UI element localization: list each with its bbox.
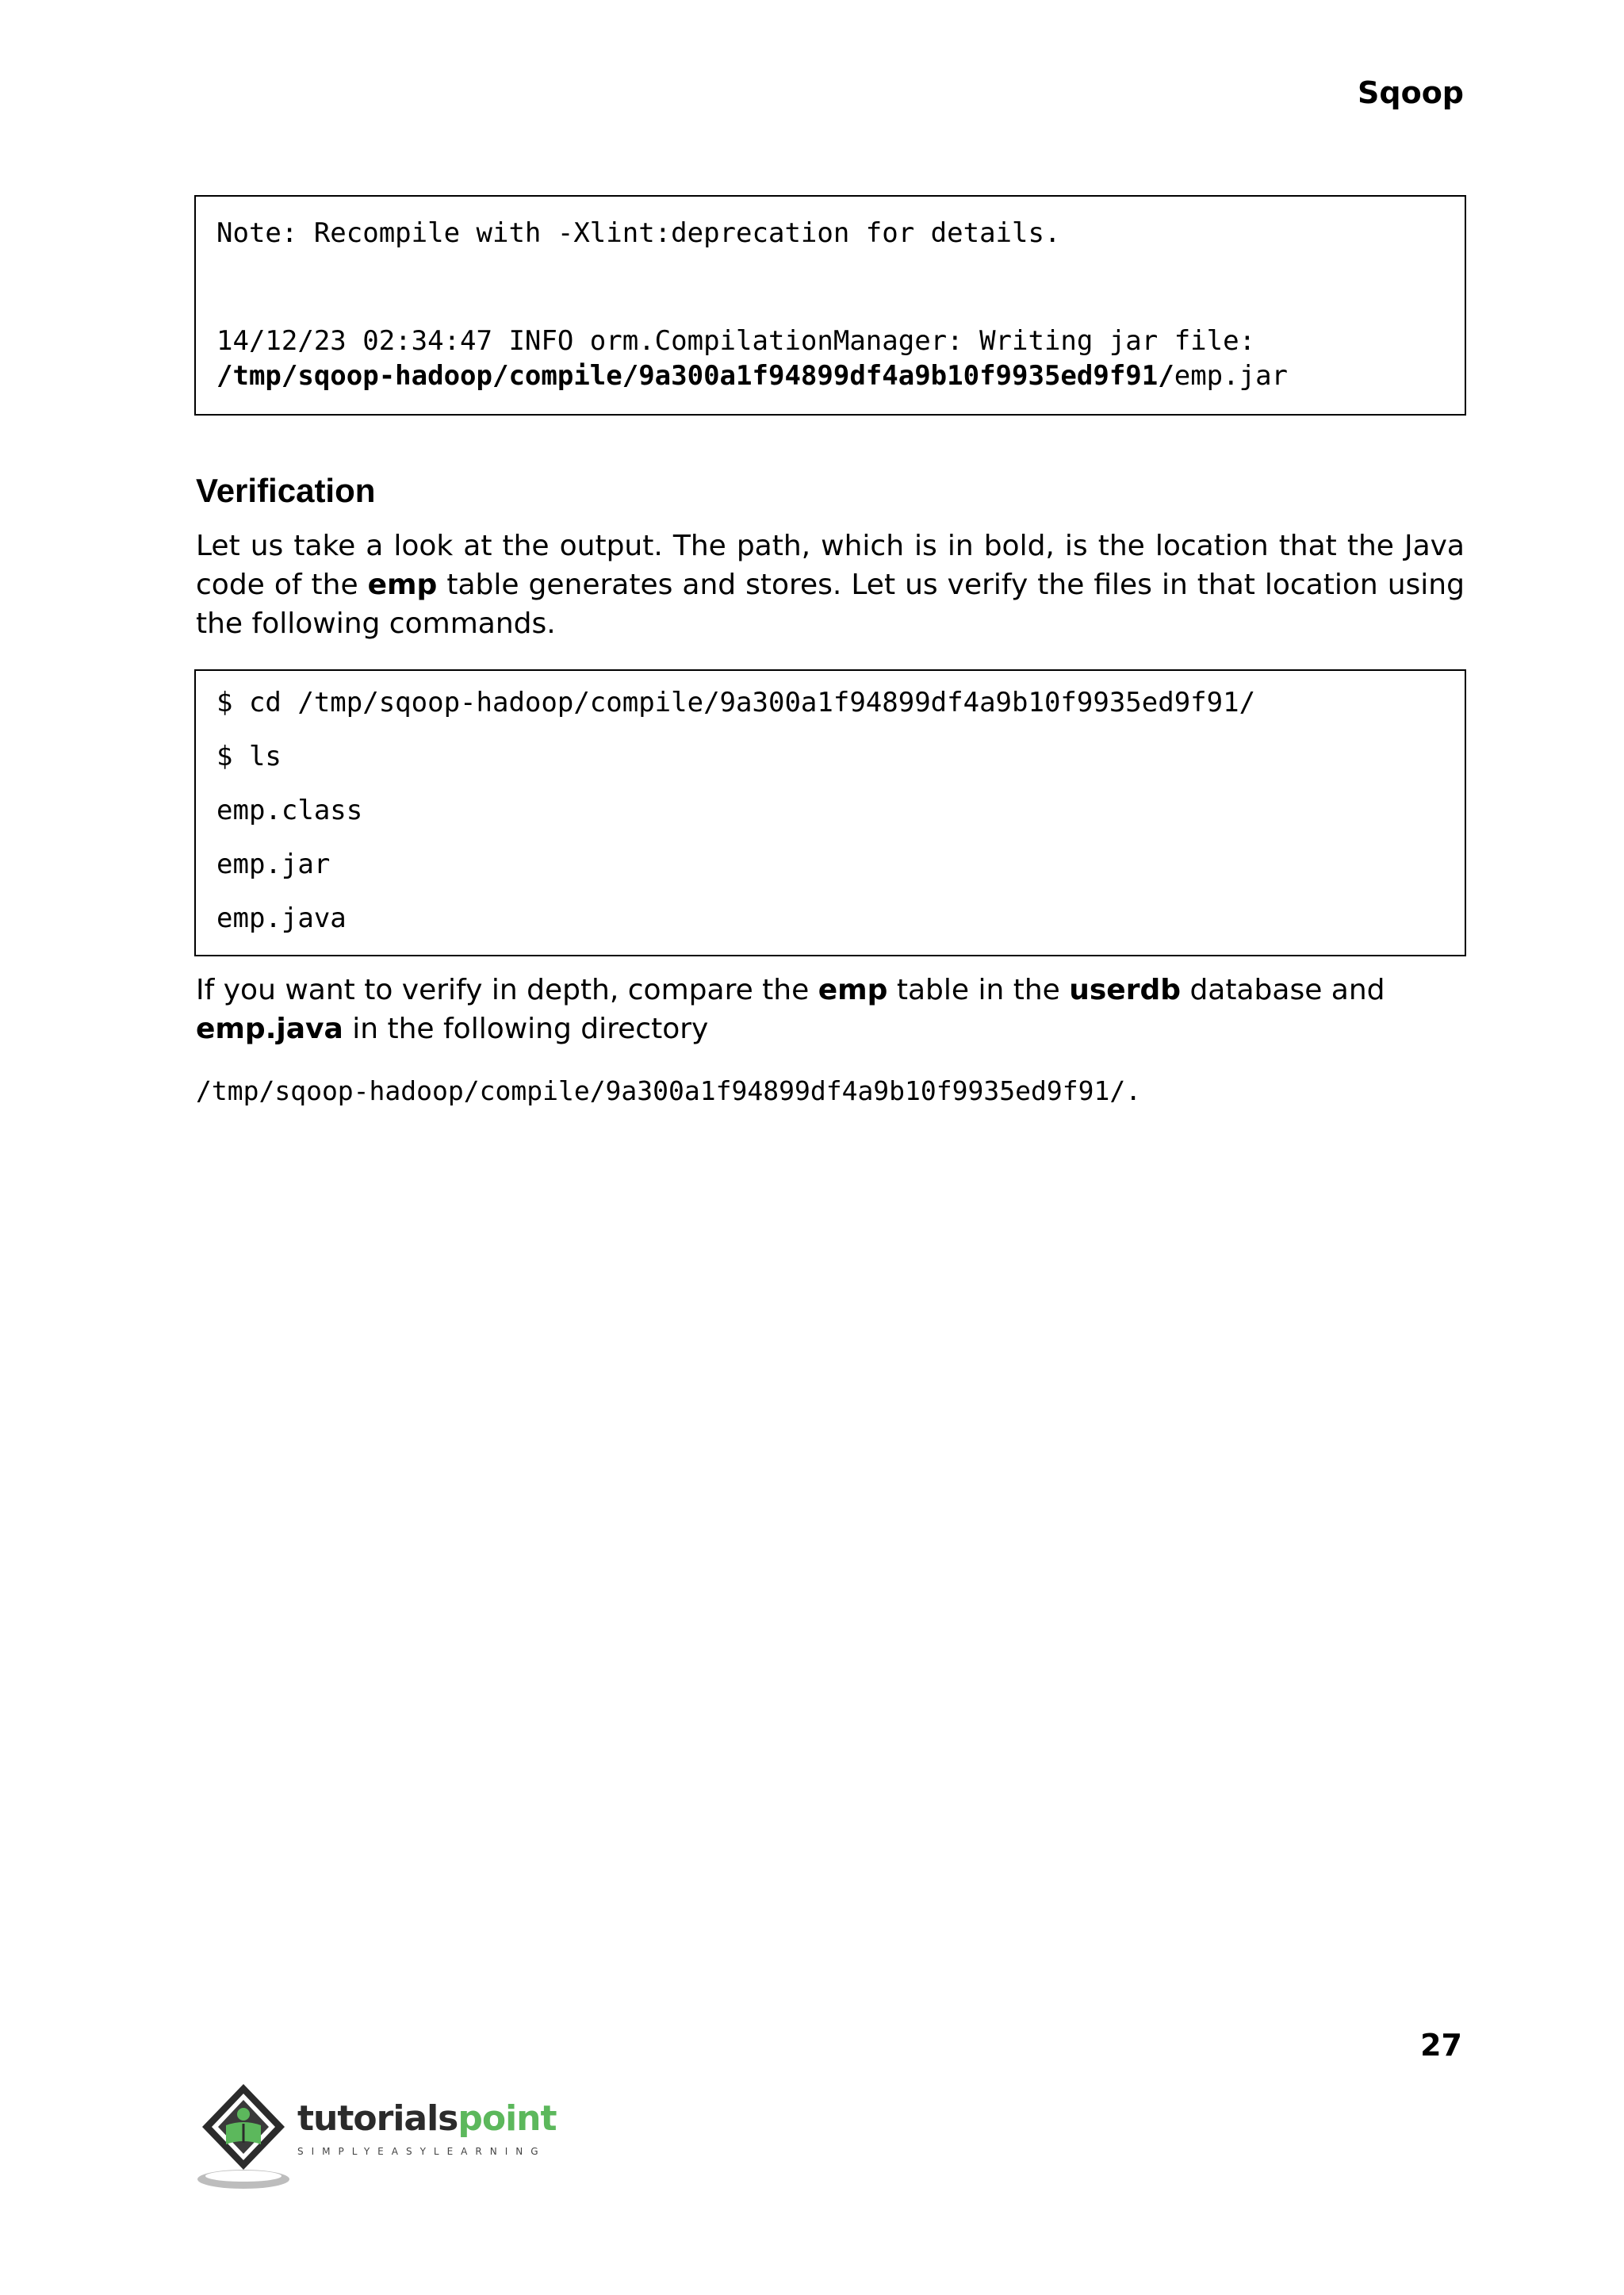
command-line: $ ls xyxy=(216,741,282,772)
text-run: If you want to verify in depth, compare the xyxy=(196,974,818,1006)
text-run: Let us take a look at the output. The path, which is in bold, is the location that the Java code of the xyxy=(196,530,1465,601)
output-line: emp.class xyxy=(216,795,363,826)
page-number: 27 xyxy=(1420,2028,1462,2063)
logo-wordmark xyxy=(297,2098,557,2139)
code-gap xyxy=(216,251,1444,324)
logo-text: tutorials xyxy=(297,2098,458,2139)
text-run: table in the xyxy=(887,974,1070,1006)
code-line-path xyxy=(216,358,1444,393)
directory-path: /tmp/sqoop-hadoop/compile/9a300a1f94899df4a9b10f9935ed9f91/. xyxy=(196,1075,1142,1106)
running-header: Sqoop xyxy=(1358,75,1464,110)
bold-text: userdb xyxy=(1069,974,1182,1006)
jar-filename: emp.jar xyxy=(1174,360,1289,392)
section-heading: Verification xyxy=(196,472,376,509)
logo-text: point xyxy=(458,2098,557,2139)
code-block-commands xyxy=(194,669,1466,956)
text-run: database and xyxy=(1181,974,1385,1006)
bold-path: /tmp/sqoop-hadoop/compile/9a300a1f94899df4a9b10f9935ed9f91/ xyxy=(216,360,1174,392)
text-run: table generates and stores. Let us verify the files in that location using the following commands. xyxy=(196,569,1465,640)
code-line: Note: Recompile with -Xlint:deprecation for details. xyxy=(216,217,1061,249)
command-line: $ cd /tmp/sqoop-hadoop/compile/9a300a1f94899df4a9b10f9935ed9f91/ xyxy=(216,687,1256,718)
output-line: emp.java xyxy=(216,902,347,934)
depth-paragraph xyxy=(196,971,1465,1048)
logo-emblem-icon xyxy=(194,2078,297,2197)
bold-text: emp xyxy=(818,974,888,1006)
logo-tagline: SIMPLYEASYLEARNING xyxy=(297,2146,546,2157)
code-block-output xyxy=(194,195,1466,416)
text-run: in the following directory xyxy=(343,1013,709,1045)
output-line: emp.jar xyxy=(216,849,331,880)
verification-paragraph xyxy=(196,527,1465,643)
bold-text: emp xyxy=(367,569,438,601)
code-line: 14/12/23 02:34:47 INFO orm.CompilationManager: Writing jar file: xyxy=(216,325,1256,357)
tutorialspoint-logo xyxy=(194,2078,559,2197)
bold-text: emp.java xyxy=(196,1013,343,1045)
